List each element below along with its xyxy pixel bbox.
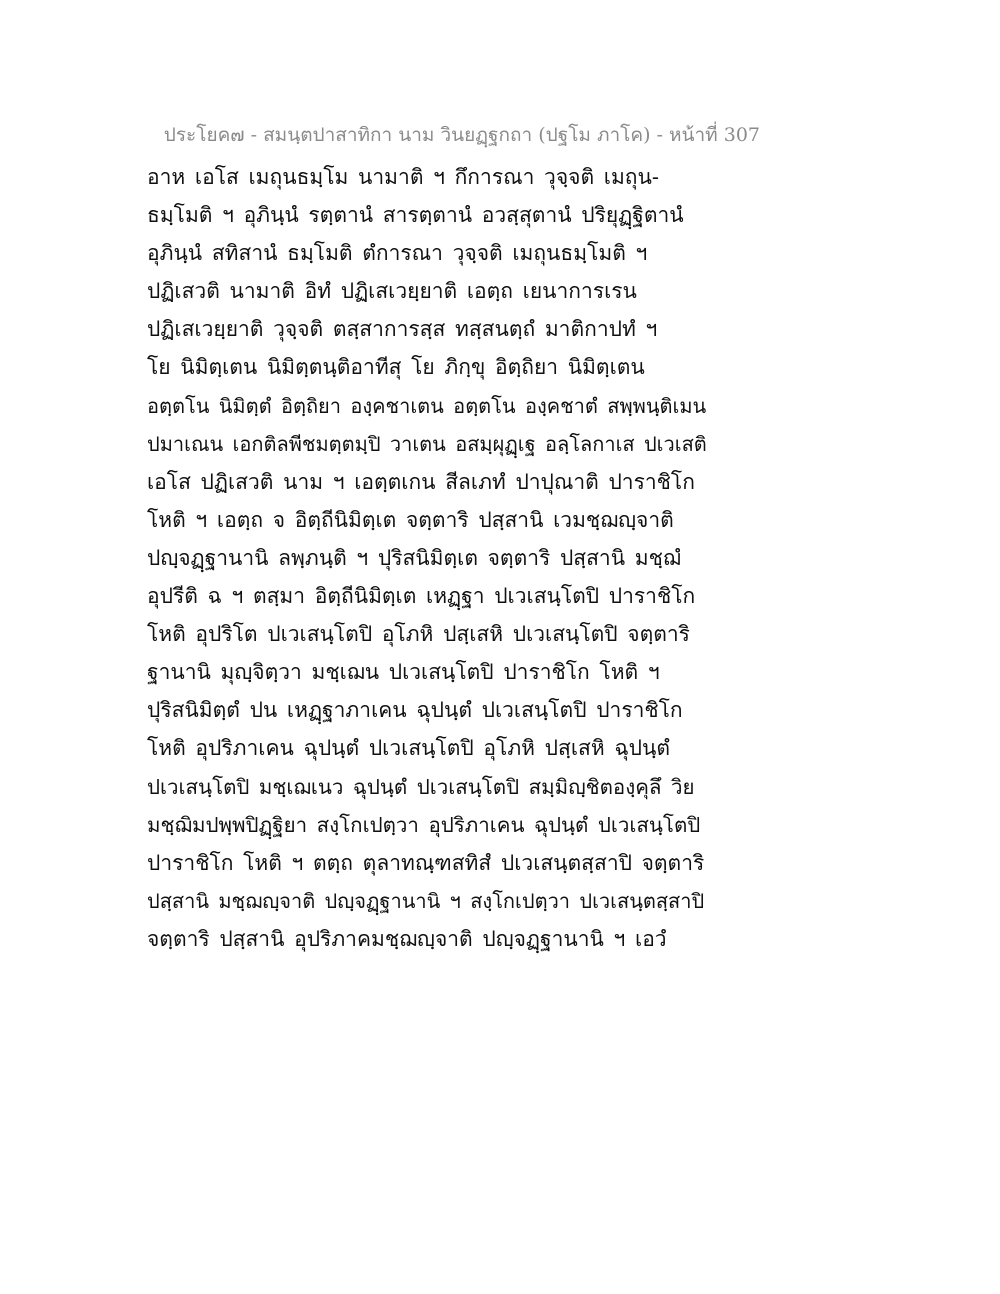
text-line: โย นิมิตฺเตน นิมิตฺตนฺติอาทีสุ โย ภิกฺขุ อิตฺถิยา นิมิตฺเตน xyxy=(147,355,645,380)
text-line: ปญฺจฏฺฐานานิ ลพฺภนฺติ ฯ ปุริสนิมิตฺเต จตฺตาริ ปสฺสานิ มชฺฌํ xyxy=(147,545,681,570)
body-text xyxy=(147,158,707,958)
text-line: ธมฺโมติ ฯ อุภินฺนํ รตฺตานํ สารตฺตานํ อวสฺสุตานํ ปริยุฏฺฐิตานํ xyxy=(147,203,684,228)
text-line: อุภินฺนํ สทิสานํ ธมฺโมติ ตํการณา วุจฺจติ เมถุนธมฺโมติ ฯ xyxy=(147,241,648,266)
text-line: โหติ อุปริภาเคน ฉุปนฺตํ ปเวเสนฺโตปิ อุโภหิ ปสฺเสหิ ฉุปนฺตํ xyxy=(147,736,670,761)
text-line: โหติ อุปริโต ปเวเสนฺโตปิ อุโภหิ ปสฺเสหิ ปเวเสนฺโตปิ จตฺตาริ xyxy=(147,622,690,647)
text-line: มชฺฌิมปพฺพปิฏฺฐิยา สงฺโกเปตฺวา อุปริภาเคน ฉุปนฺตํ ปเวเสนฺโตปิ xyxy=(147,812,701,837)
text-line: อุปรีติ ฉ ฯ ตสฺมา อิตฺถีนิมิตฺเต เหฏฺฐา ปเวเสนฺโตปิ ปาราชิโก xyxy=(147,584,696,609)
text-line: เอโส ปฏิเสวติ นาม ฯ เอตฺตเกน สีลเภทํ ปาปุณาติ ปาราชิโก xyxy=(147,469,695,494)
text-line: ปาราชิโก โหติ ฯ ตตฺถ ตุลาทณฺฑสทิสํ ปเวเสนฺตสฺสาปิ จตฺตาริ xyxy=(147,850,705,875)
text-line: ปฏิเสวติ นามาติ อิทํ ปฏิเสเวยฺยาติ เอตฺถ เยนาการเรน xyxy=(147,279,637,304)
text-line: อตฺตโน นิมิตฺตํ อิตฺถิยา องฺคชาเตน อตฺตโน องฺคชาตํ สพฺพนฺติเมน xyxy=(147,393,707,418)
running-header: ประโยค๗ - สมนฺตปาสาทิกา นาม วินยฏฺฐกถา (ปฐโม ภาโค) - หน้าที่ 307 xyxy=(163,124,760,146)
text-line: อาห เอโส เมถุนธมฺโม นามาติ ฯ กึการณา วุจฺจติ เมถุน- xyxy=(147,165,659,189)
text-line: ปุริสนิมิตฺตํ ปน เหฏฺฐาภาเคน ฉุปนฺตํ ปเวเสนฺโตปิ ปาราชิโก xyxy=(147,698,683,723)
text-line: ปฏิเสเวยฺยาติ วุจฺจติ ตสฺสาการสฺส ทสฺสนตฺถํ มาติกาปทํ ฯ xyxy=(147,317,658,342)
text-line: ปเวเสนฺโตปิ มชฺเฌเนว ฉุปนฺตํ ปเวเสนฺโตปิ สมฺมิญฺชิตองฺคุลึ วิย xyxy=(147,774,695,799)
text-line: ปมาเณน เอกติลพีชมตฺตมฺปิ วาเตน อสมฺผุฏฺเฐ อลฺโลกาเส ปเวเสติ xyxy=(147,431,707,456)
text-line: จตฺตาริ ปสฺสานิ อุปริภาคมชฺฌญฺจาติ ปญฺจฏฺฐานานิ ฯ เอวํ xyxy=(147,926,667,951)
text-line: ฐานานิ มุญฺจิตฺวา มชฺเฌน ปเวเสนฺโตปิ ปาราชิโก โหติ ฯ xyxy=(147,660,660,685)
text-line: โหติ ฯ เอตฺถ จ อิตฺถีนิมิตฺเต จตฺตาริ ปสฺสานิ เวมชฺฌญฺจาติ xyxy=(147,507,674,532)
text-line: ปสฺสานิ มชฺฌญฺจาติ ปญฺจฏฺฐานานิ ฯ สงฺโกเปตฺวา ปเวเสนฺตสฺสาปิ xyxy=(147,888,705,913)
